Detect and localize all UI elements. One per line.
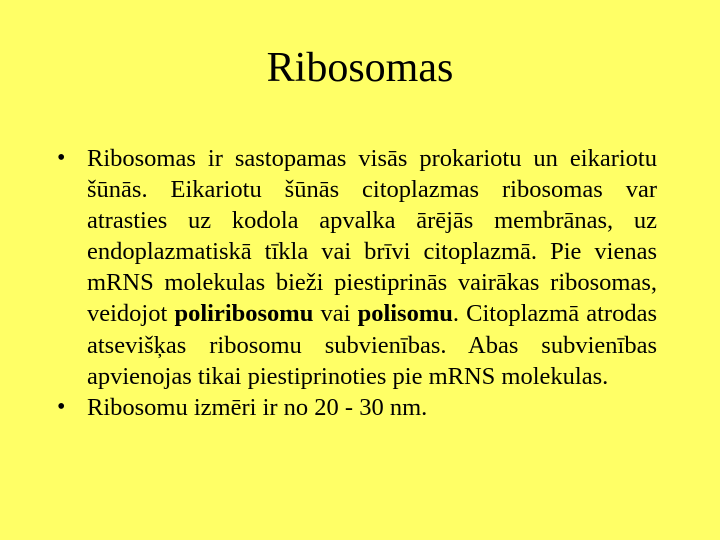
bold-term-polisomu: polisomu [357,300,453,328]
bullet-item-1 [57,143,657,392]
bullet-text-segment: Ribosomu izmēri ir no 20 - 30 nm. [87,393,428,421]
bullet-marker: • [57,145,66,171]
bullet-text-segment: . Citoplazmā atrodas atsevišķas ribosomu subvienības. Abas subvienības apvienojas tikai piestiprinoties pie mRNS molekulas. [87,300,657,390]
bullet-text [87,394,427,421]
slide-title: Ribosomas [266,45,454,91]
bullet-item-2 [57,392,657,423]
bullet-text-segment: Ribosomas ir sastopamas visās prokariotu un eikariotu šūnās. Eikariotu šūnās citoplazmas ribosomas var atrasties uz kodola apvalka ārējās membrānas, uz endoplazmatiskā tīkla vai brīvi citoplazmā. Pie vienas mRNS molekulas bieži piestiprinās vairākas ribosomas, veidojot [87,145,657,328]
bold-term-poliribosomu: poliribosomu [174,300,314,328]
bullet-marker: • [57,393,66,420]
bullet-text [87,145,657,390]
bullet-text-segment: vai [313,300,358,328]
bullet-list [57,143,657,423]
